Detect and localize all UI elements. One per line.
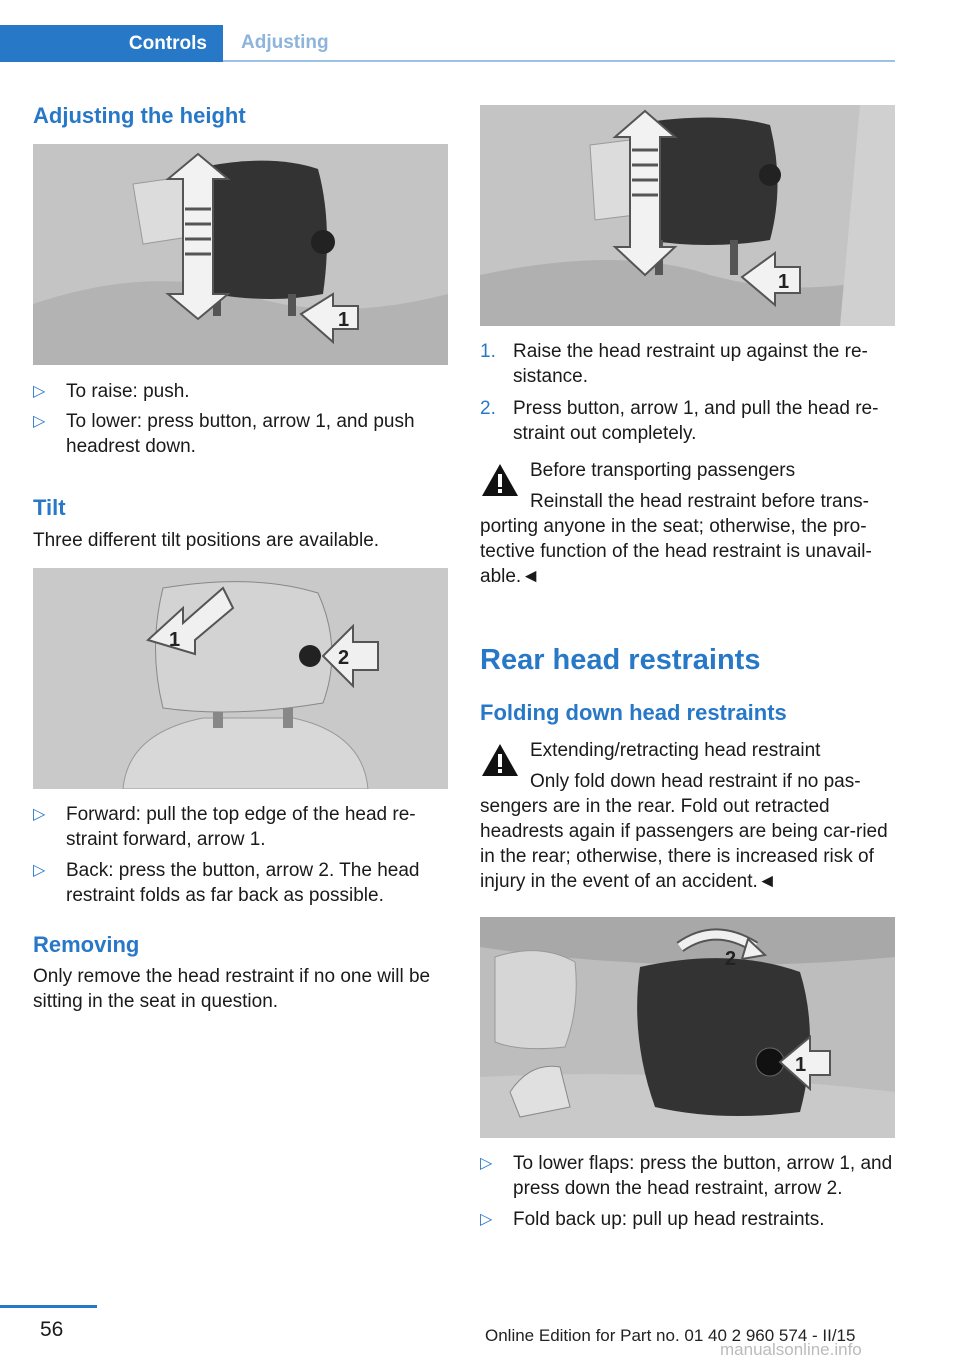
triangle-bullet-icon: ▷ — [33, 806, 46, 823]
step-number: 1. — [480, 341, 496, 362]
arrow-label: 1 — [169, 629, 181, 651]
section-title-tilt: Tilt — [33, 495, 66, 520]
tab-adjusting[interactable]: Adjusting — [223, 25, 895, 62]
arrow-label: 1 — [338, 309, 350, 331]
list-item-text: Back: press the button, arrow 2. The head restraint folds as far back as possible. — [66, 860, 420, 906]
warning-triangle-icon — [480, 462, 520, 498]
triangle-bullet-icon: ▷ — [33, 862, 46, 879]
list-item-text: To lower: press button, arrow 1, and push headrest down. — [66, 411, 415, 457]
list-item-text: To raise: push. — [66, 381, 190, 402]
figure-headrest-removal — [480, 105, 895, 326]
triangle-bullet-icon: ▷ — [33, 383, 46, 400]
headrest-height-illustration — [33, 144, 448, 365]
watermark: manualsonline.info — [720, 1340, 862, 1359]
section-title-folding-down: Folding down head restraints — [480, 700, 787, 725]
triangle-bullet-icon: ▷ — [480, 1211, 493, 1228]
rear-headrest-fold-illustration — [480, 917, 895, 1138]
triangle-bullet-icon: ▷ — [480, 1155, 493, 1172]
list-item-text: Fold back up: pull up head restraints. — [513, 1209, 825, 1230]
warning-text-line1: Reinstall the head restraint before trans- — [530, 491, 870, 512]
section-title-removing: Removing — [33, 932, 140, 957]
warning-title: Before transporting passengers — [530, 460, 796, 481]
tilt-intro: Three different tilt positions are available. — [33, 530, 380, 551]
list-item-text: Raise the head restraint up against the re-sistance. — [513, 341, 868, 387]
figure-rear-headrest-fold — [480, 917, 895, 1138]
section-title-rear-head-restraints: Rear head restraints — [480, 644, 761, 676]
warning-text-line1: Only fold down head restraint if no pas- — [530, 771, 861, 792]
headrest-removal-illustration — [480, 105, 895, 326]
header-tabs — [0, 25, 895, 62]
list-item-text: To lower flaps: press the button, arrow 1, and press down the head restraint, arrow 2. — [513, 1153, 893, 1199]
warning-text-body: porting anyone in the seat; otherwise, the pro-tective function of the head restraint is unavail-able.◄ — [480, 516, 872, 587]
page-number: 56 — [40, 1318, 64, 1341]
warning-title: Extending/retracting head restraint — [530, 740, 821, 761]
removing-text: Only remove the head restraint if no one will be sitting in the seat in question. — [33, 966, 431, 1012]
triangle-bullet-icon: ▷ — [33, 413, 46, 430]
warning-triangle-icon — [480, 742, 520, 778]
list-item-text: Press button, arrow 1, and pull the head re-straint out completely. — [513, 398, 879, 444]
footer-rule — [0, 1305, 97, 1308]
tab-controls[interactable]: Controls — [0, 25, 223, 62]
step-number: 2. — [480, 398, 496, 419]
warning-text-body: sengers are in the rear. Fold out retracted headrests again if passengers are being car-ried in the rear; otherwise, there is increased risk of injury in the event of an accident.◄ — [480, 796, 888, 892]
arrow-label: 1 — [795, 1054, 807, 1076]
figure-headrest-height — [33, 144, 448, 365]
headrest-tilt-illustration — [33, 568, 448, 789]
figure-headrest-tilt — [33, 568, 448, 789]
arrow-label: 2 — [338, 647, 350, 669]
edition-text: Online Edition for Part no. 01 40 2 960 574 - II/15 — [485, 1326, 856, 1345]
section-title-adjusting-height: Adjusting the height — [33, 103, 246, 128]
arrow-label: 1 — [778, 271, 790, 293]
list-item-text: Forward: pull the top edge of the head re-straint forward, arrow 1. — [66, 804, 416, 850]
arrow-label: 2 — [725, 948, 737, 970]
